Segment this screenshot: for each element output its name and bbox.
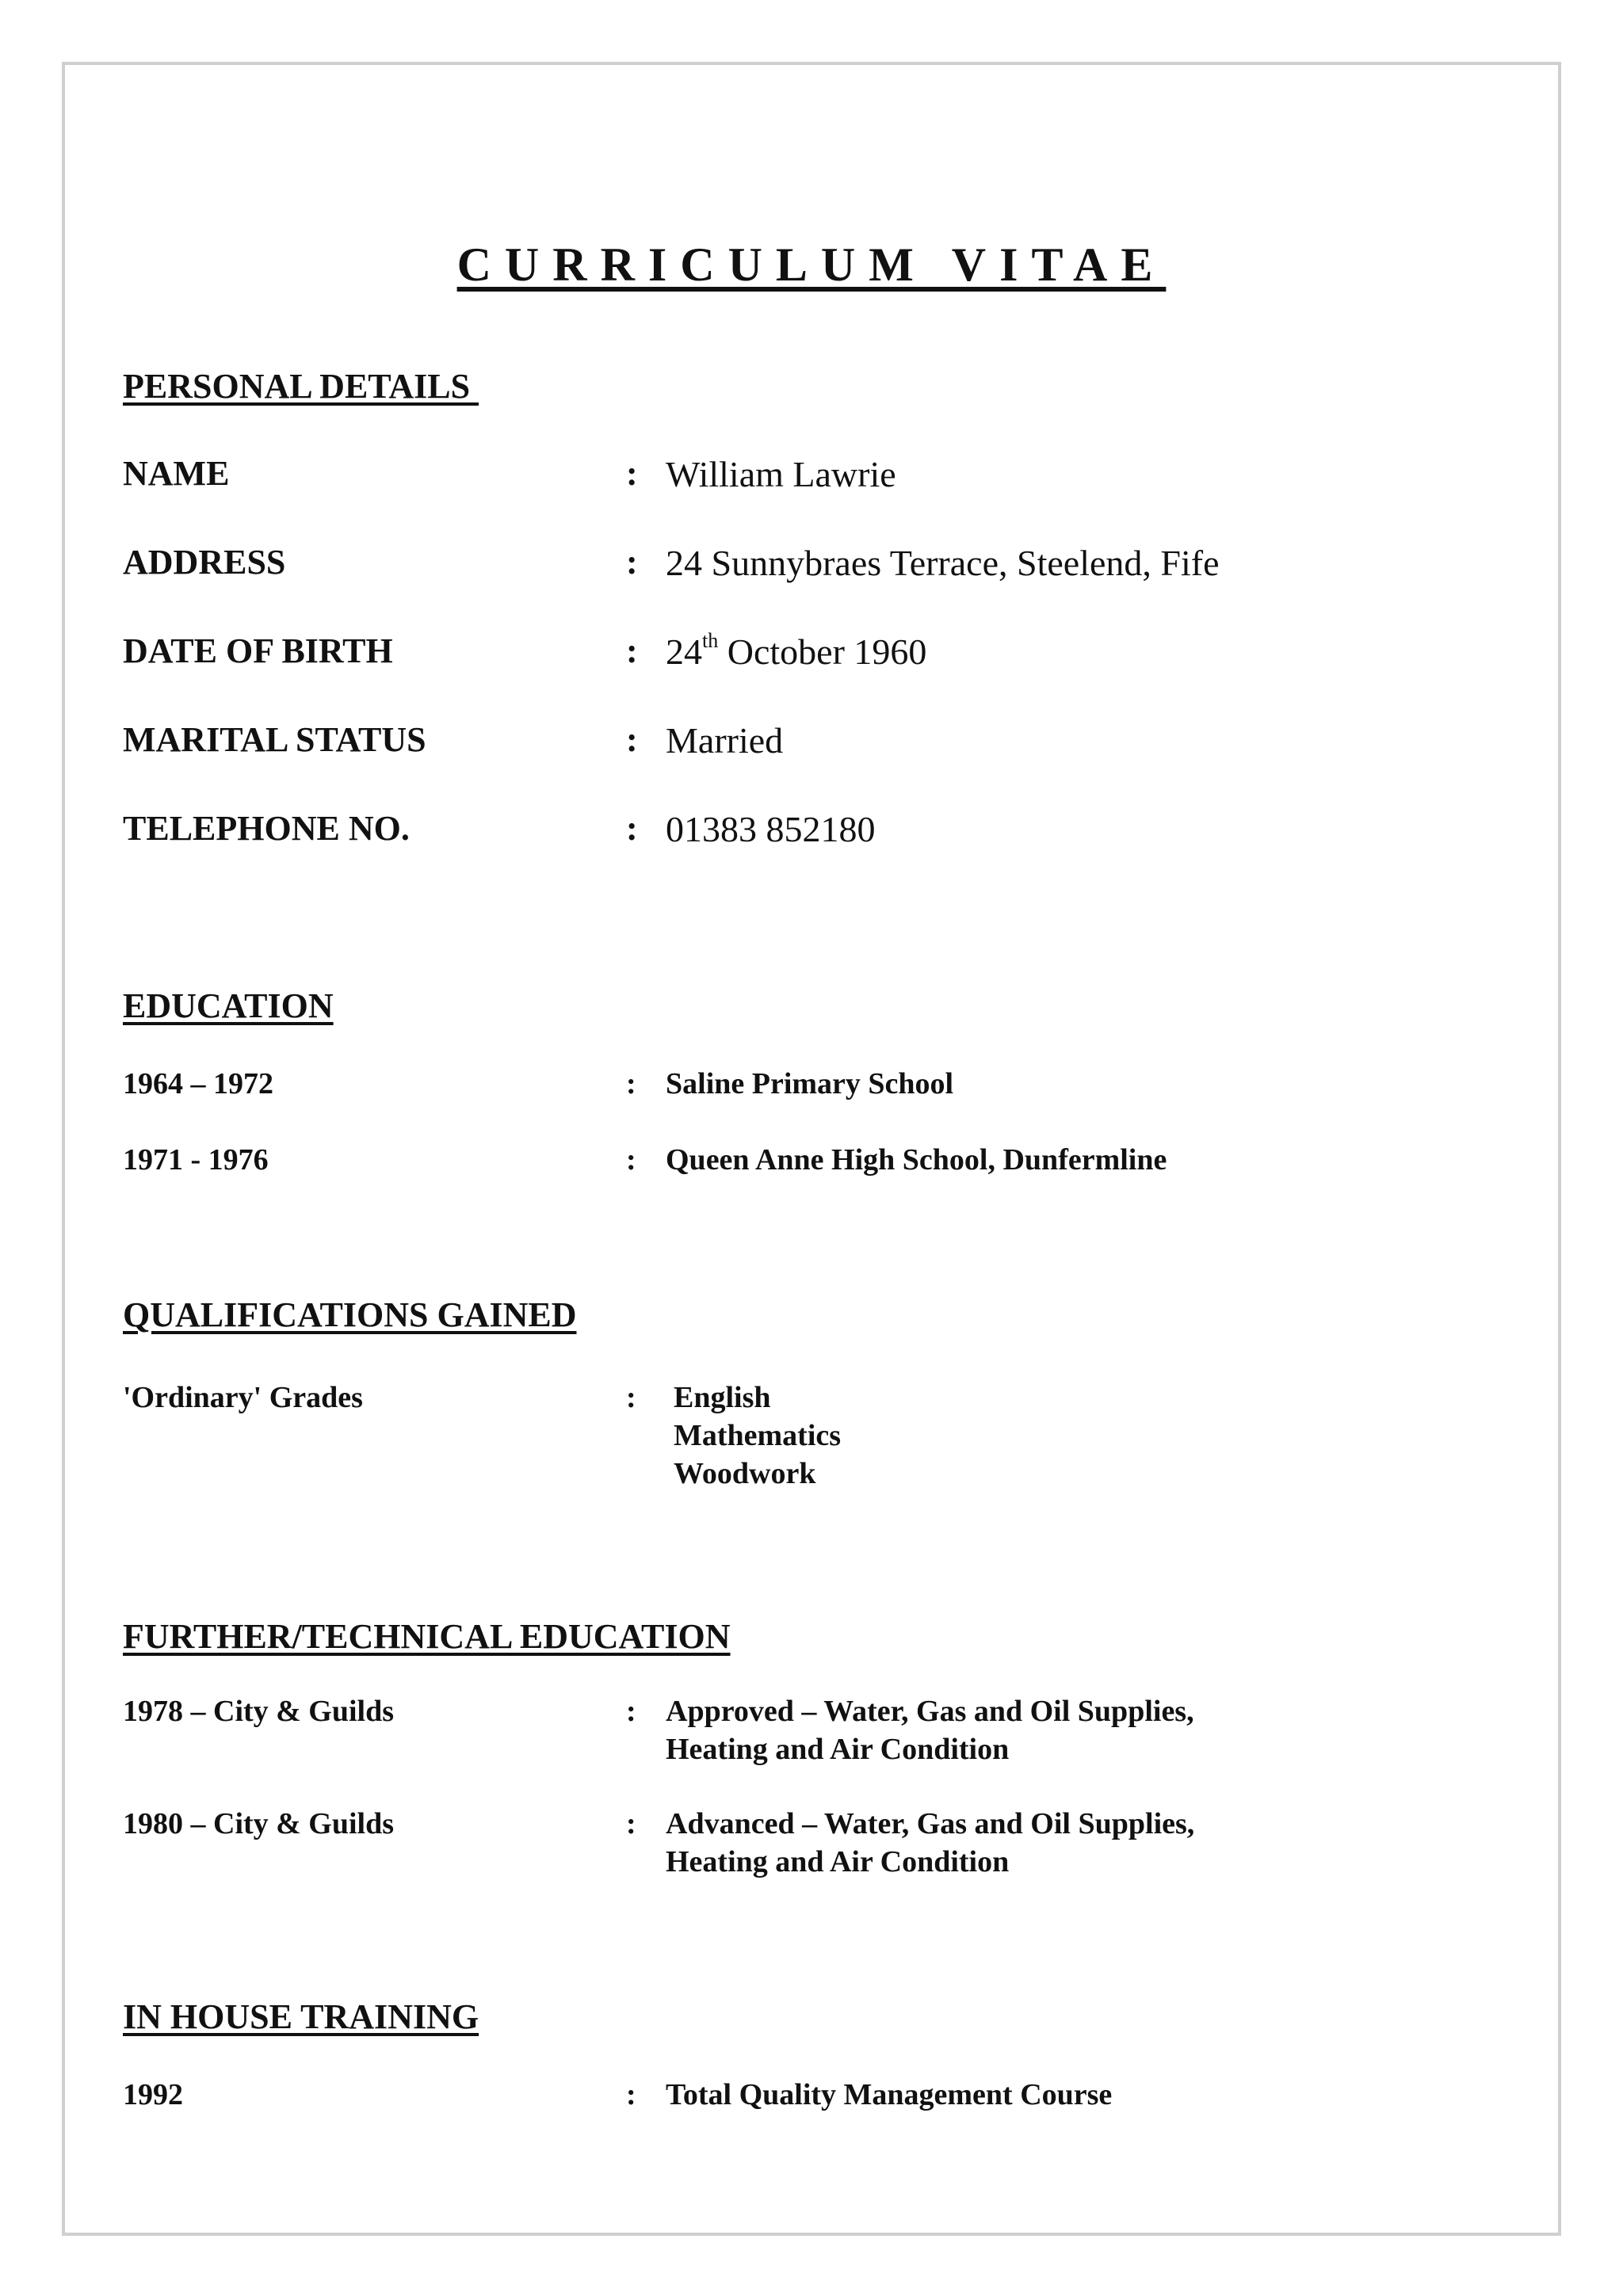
separator: : — [626, 1067, 636, 1100]
name-label: NAME — [123, 454, 230, 493]
separator: : — [626, 543, 638, 582]
further-education-line: Approved – Water, Gas and Oil Supplies, — [666, 1695, 1194, 1728]
education-school: Queen Anne High School, Dunfermline — [666, 1143, 1167, 1177]
separator: : — [626, 720, 638, 759]
training-year: 1992 — [123, 2078, 183, 2111]
dob-day: 24 — [666, 631, 702, 672]
separator: : — [626, 631, 638, 670]
separator: : — [626, 1695, 636, 1728]
education-period: 1971 - 1976 — [123, 1143, 269, 1177]
separator: : — [626, 1807, 636, 1840]
separator: : — [626, 454, 638, 493]
separator: : — [626, 1381, 636, 1414]
separator: : — [626, 809, 638, 848]
further-education-line: Heating and Air Condition — [666, 1845, 1010, 1878]
name-value: William Lawrie — [666, 454, 896, 494]
training-heading: IN HOUSE TRAINING — [123, 1997, 479, 2036]
subject-item: English — [674, 1381, 771, 1414]
further-education-heading: FURTHER/TECHNICAL EDUCATION — [123, 1617, 731, 1656]
address-label: ADDRESS — [123, 543, 286, 582]
personal-details-heading: PERSONAL DETAILS — [123, 367, 479, 406]
address-value: 24 Sunnybraes Terrace, Steelend, Fife — [666, 543, 1220, 583]
document-title: CURRICULUM VITAE — [456, 238, 1167, 291]
qualifications-label: 'Ordinary' Grades — [123, 1381, 363, 1414]
phone-label: TELEPHONE NO. — [123, 809, 410, 848]
qualifications-heading: QUALIFICATIONS GAINED — [123, 1295, 577, 1334]
further-education-line: Advanced – Water, Gas and Oil Supplies, — [666, 1807, 1195, 1840]
education-heading: EDUCATION — [123, 986, 334, 1025]
phone-value: 01383 852180 — [666, 809, 876, 849]
education-period: 1964 – 1972 — [123, 1067, 273, 1100]
dob-rest: October 1960 — [718, 631, 927, 672]
further-education-label: 1980 – City & Guilds — [123, 1807, 395, 1840]
further-education-label: 1978 – City & Guilds — [123, 1695, 395, 1728]
subject-item: Mathematics — [674, 1419, 842, 1452]
education-school: Saline Primary School — [666, 1067, 954, 1100]
dob-suffix: th — [702, 629, 719, 652]
marital-label: MARITAL STATUS — [123, 720, 426, 759]
training-course: Total Quality Management Course — [666, 2078, 1113, 2111]
subject-item: Woodwork — [674, 1457, 816, 1490]
separator: : — [626, 1143, 636, 1177]
separator: : — [626, 2078, 636, 2111]
marital-value: Married — [666, 720, 784, 761]
dob-value — [666, 631, 926, 673]
further-education-line: Heating and Air Condition — [666, 1733, 1010, 1766]
dob-label: DATE OF BIRTH — [123, 631, 393, 670]
